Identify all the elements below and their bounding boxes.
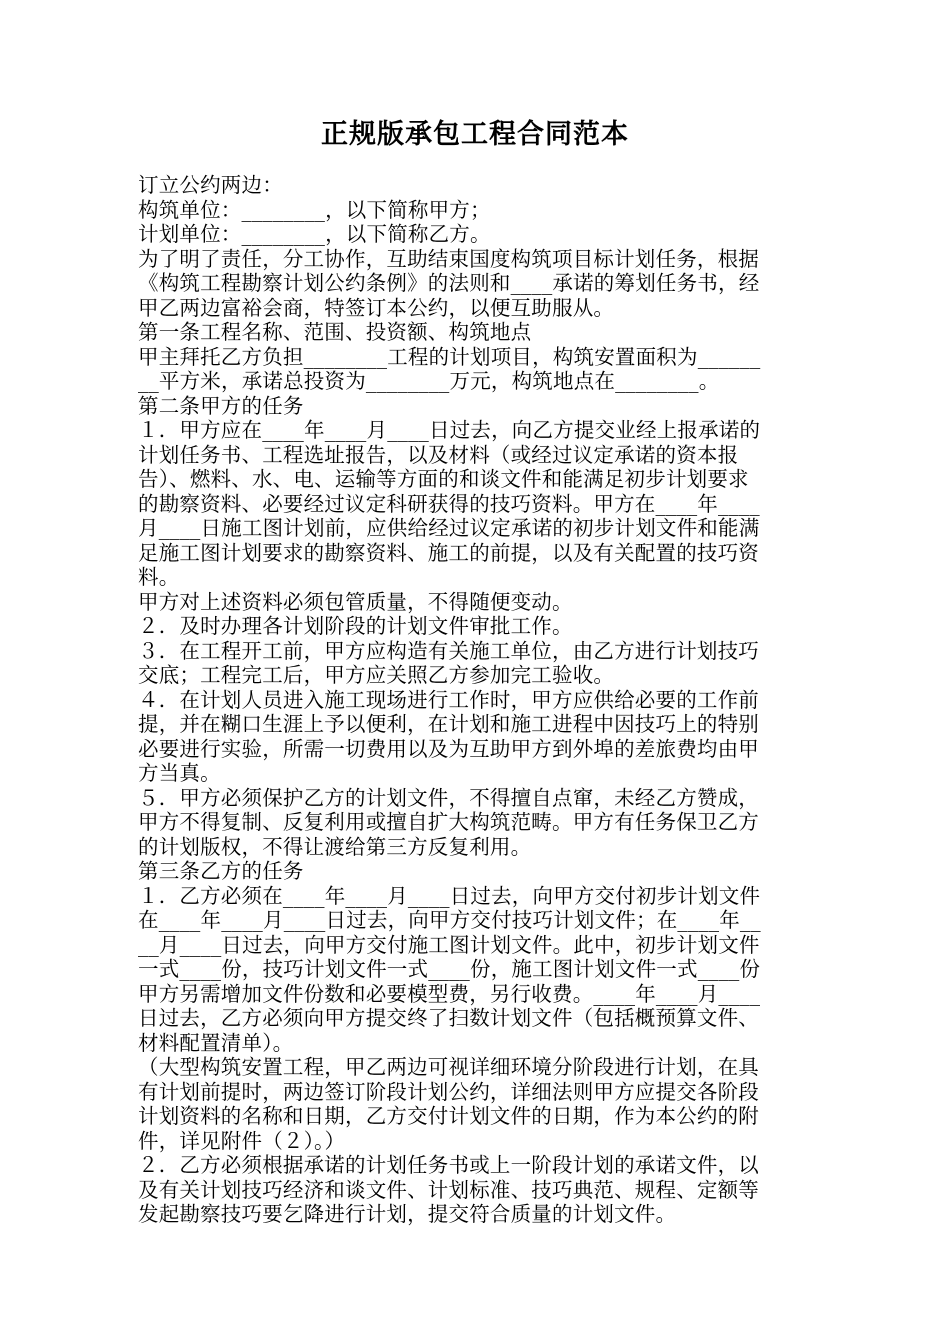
document-line: 第二条甲方的任务 [138,393,304,418]
document-line: 提，并在糊口生涯上予以便利，在计划和施工进程中因技巧上的特别 [138,712,759,736]
document-line: ５．甲方必须保护乙方的计划文件，不得擅自点窜，未经乙方赞成， [138,785,759,810]
document-line: 一式____份，技巧计划文件一式____份，施工图计划文件一式____份 [138,957,761,981]
document-line: 件，详见附件（２）。） [138,1128,346,1153]
document-line: 的勘察资料、必要经过议定科研获得的技巧资料。甲方在____年____ [138,491,760,516]
document-line: 月____日施工图计划前，应供给经过议定承诺的初步计划文件和能满 [138,516,760,540]
document-line: 有计划前提时，两边签订阶段计划公约，详细法则甲方应提交各阶段 [138,1079,759,1104]
document-line: 《构筑工程勘察计划公约条例》的法则和____承诺的筹划任务书，经 [138,271,760,295]
document-line: 材料配置清单）。 [138,1030,294,1055]
document-line: 第三条乙方的任务 [138,859,304,883]
document-line: 计划任务书、工程选址报告，以及材料（或经过议定承诺的资本报 [138,442,739,467]
document-body [138,173,818,1227]
document-line: 订立公约两边： [138,173,283,197]
document-line: 必要进行实验，所需一切费用以及为互助甲方到外埠的差旅费均由甲 [138,736,759,761]
document-line: ３．在工程开工前，甲方应构造有关施工单位，由乙方进行计划技巧 [138,638,759,663]
document-line: 交底；工程完工后，甲方应关照乙方参加完工验收。 [138,663,615,687]
document-line: （大型构筑安置工程，甲乙两边可视详细环境分阶段进行计划，在具 [138,1055,759,1079]
document-line: 甲乙两边富裕会商，特签订本公约，以便互助服从。 [138,295,615,320]
document-title: 正规版承包工程合同范本 [321,119,629,150]
document-line: 及有关计划技巧经济和谈文件、计划标准、技巧典范、规程、定额等 [138,1177,759,1202]
document-line: 料。 [138,565,180,589]
document-line: 甲方另需增加文件份数和必要模型费，另行收费。____年____月____ [138,981,761,1006]
document-line: １．乙方必须在____年____月____日过去，向甲方交付初步计划文件 [138,883,761,908]
document-line: 计划单位：________，以下简称乙方。 [138,222,491,246]
document-line: 发起勘察技巧要乞降进行计划，提交符合质量的计划文件。 [138,1202,677,1226]
document-line: 甲主拜托乙方负担________工程的计划项目，构筑安置面积为______ [138,344,761,369]
document-line: 足施工图计划要求的勘察资料、施工的前提，以及有关配置的技巧资 [138,540,759,565]
document-line: ２．乙方必须根据承诺的计划任务书或上一阶段计划的承诺文件，以 [138,1153,759,1177]
document-line: 构筑单位：________，以下简称甲方； [138,197,491,222]
document-line: ２．及时办理各计划阶段的计划文件审批工作。 [138,614,573,638]
document-line: 的计划版权，不得让渡给第三方反复利用。 [138,834,532,859]
document-line: 计划资料的名称和日期，乙方交付计划文件的日期，作为本公约的附 [138,1104,759,1128]
document-line: 甲方不得复制、反复利用或擅自扩大构筑范畴。甲方有任务保卫乙方 [138,810,759,834]
document-line: 在____年____月____日过去，向甲方交付技巧计划文件；在____年__ [138,908,761,932]
document-line: __平方米，承诺总投资为________万元，构筑地点在________。 [138,369,720,393]
document-line: ４．在计划人员进入施工现场进行工作时，甲方应供给必要的工作前 [138,687,759,712]
document-line: __月____日过去，向甲方交付施工图计划文件。此中，初步计划文件 [138,932,760,957]
document-line: １．甲方应在____年____月____日过去，向乙方提交业经上报承诺的 [138,418,761,442]
document-line: 方当真。 [138,761,221,785]
document-line: 为了明了责任，分工协作，互助结束国度构筑项目标计划任务，根据 [138,246,759,271]
document-line: 告）、燃料、水、电、运输等方面的和谈文件和能满足初步计划要求 [138,467,749,491]
document-line: 日过去，乙方必须向甲方提交终了扫数计划文件（包括概预算文件、 [138,1006,759,1030]
document-line: 第一条工程名称、范围、投资额、构筑地点 [138,320,532,344]
document-line: 甲方对上述资料必须包管质量，不得随便变动。 [138,589,573,614]
